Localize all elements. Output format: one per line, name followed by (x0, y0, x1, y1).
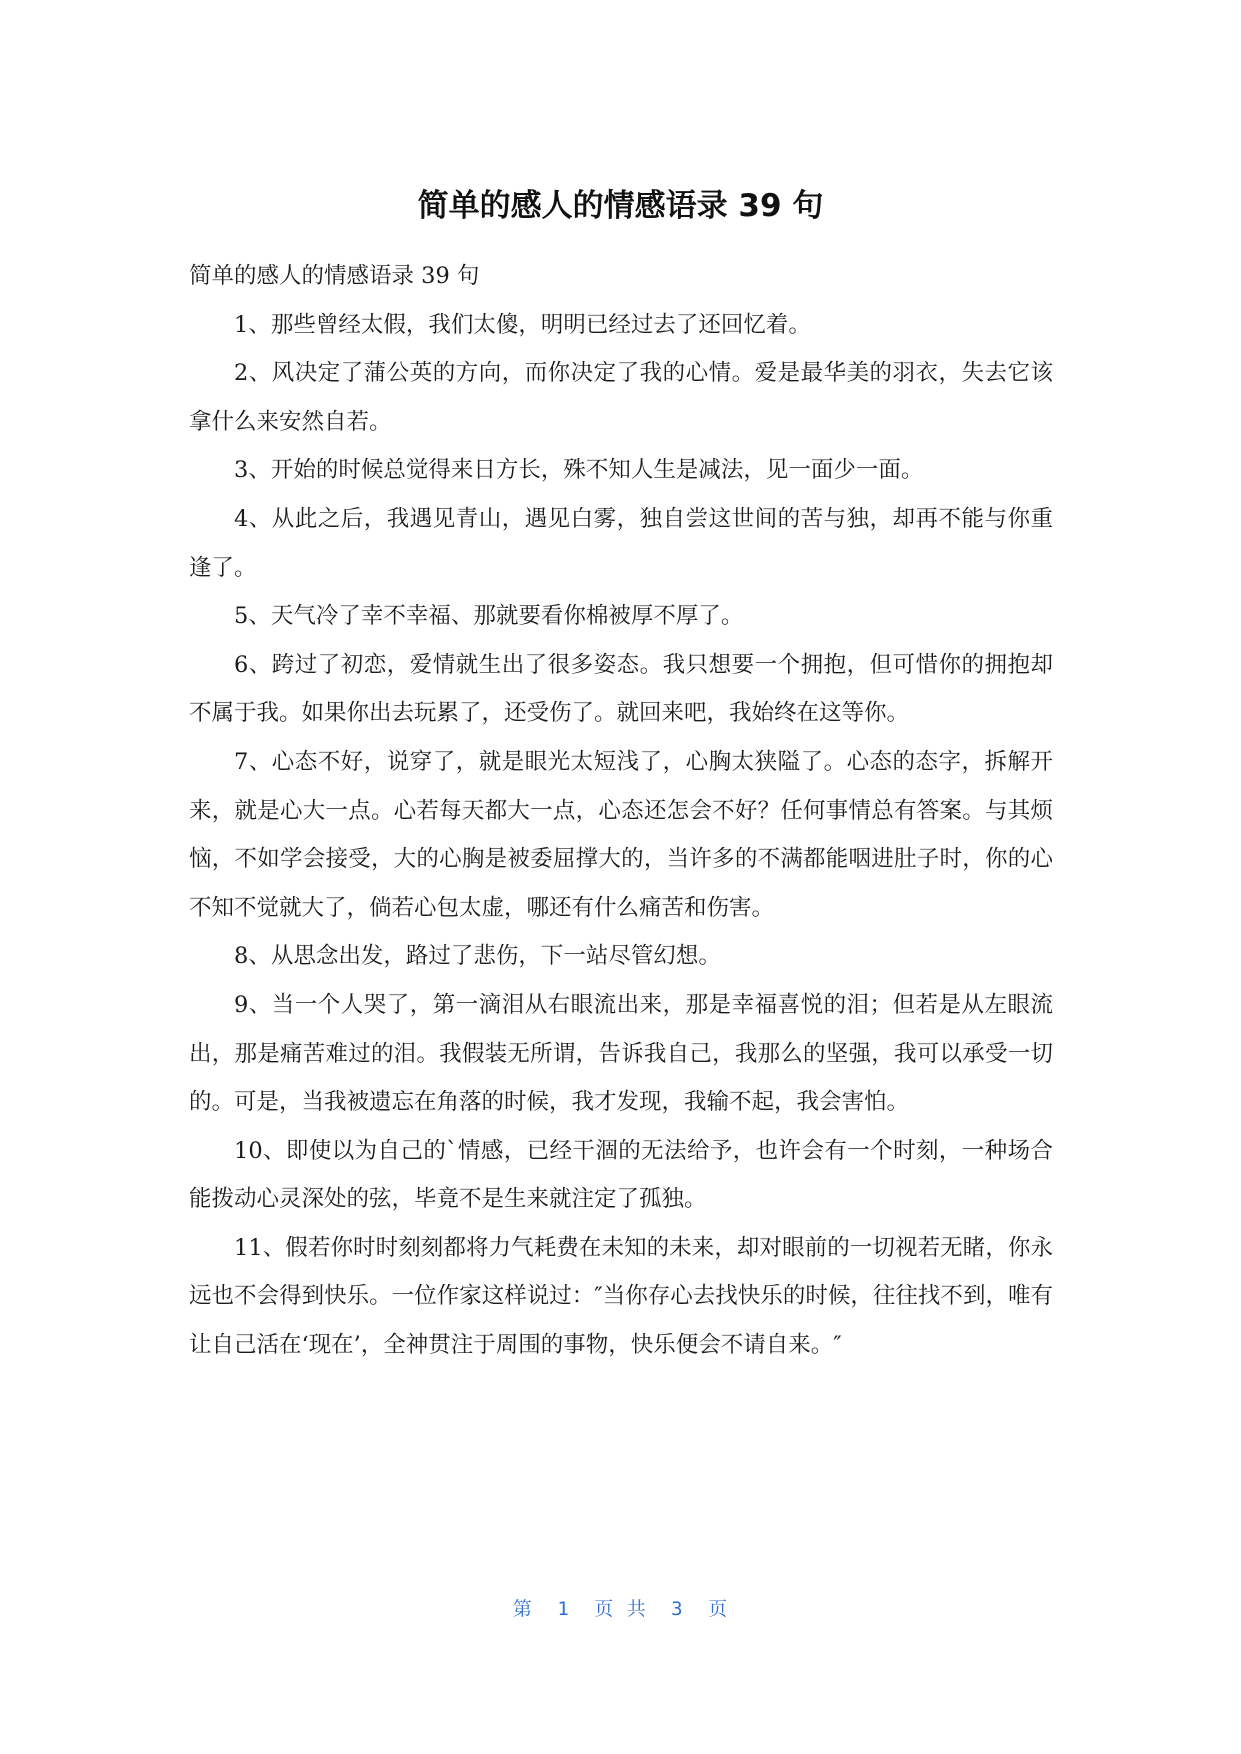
paragraph-1: 1、那些曾经太假，我们太傻，明明已经过去了还回忆着。 (234, 311, 811, 338)
paragraph-7: 7、心态不好，说穿了，就是眼光太短浅了，心胸太狭隘了。心态的态字，拆解开来，就是心大一点。心若每天都大一点，心态还怎会不好？任何事情总有答案。与其烦恼，不如学会接受，大的心胸是被委屈撑大的，当许多的不满都能咽进肚子时，你的心不知不觉就大了，倘若心包太虚，哪还有什么痛苦和伤害。 (189, 748, 1053, 921)
paragraph-8: 8、从思念出发，路过了悲伤，下一站尽管幻想。 (234, 943, 721, 970)
document-title: 简单的感人的情感语录 39 句 (417, 188, 824, 224)
paragraph-5: 5、天气冷了幸不幸福、那就要看你棉被厚不厚了。 (234, 603, 744, 630)
paragraph-9: 9、当一个人哭了，第一滴泪从右眼流出来，那是幸福喜悦的泪；但若是从左眼流出，那是痛苦难过的泪。我假装无所谓，告诉我自己，我那么的坚强，我可以承受一切的。可是，当我被遗忘在角落的时候，我才发现，我输不起，我会害怕。 (189, 991, 1053, 1116)
footer-suffix: 页 (708, 1598, 729, 1620)
document-subtitle: 简单的感人的情感语录 39 句 (189, 263, 480, 289)
footer-middle: 页 共 (594, 1598, 647, 1620)
paragraph-2: 2、风决定了蒲公英的方向，而你决定了我的心情。爱是最华美的羽衣，失去它该拿什么来安然自若。 (189, 360, 1053, 435)
paragraph-10: 10、即使以为自己的`情感，已经干涸的无法给予，也许会有一个时刻，一种场合能拨动心灵深处的弦，毕竟不是生来就注定了孤独。 (189, 1137, 1053, 1213)
paragraph-3: 3、开始的时候总觉得来日方长，殊不知人生是减法，见一面少一面。 (234, 457, 924, 484)
footer-total-pages: 3 (671, 1598, 684, 1620)
footer-prefix: 第 (512, 1598, 533, 1620)
page-footer (0, 1594, 1241, 1621)
document-body (189, 252, 1053, 1370)
paragraph-11: 11、假若你时时刻刻都将力气耗费在未知的未来，却对眼前的一切视若无睹，你永远也不会得到快乐。一位作家这样说过：″当你存心去找快乐的时候，往往找不到，唯有让自己活在‘现在’，全神贯注于周围的事物，快乐便会不请自来。″ (189, 1234, 1053, 1359)
paragraph-6: 6、跨过了初恋，爱情就生出了很多姿态。我只想要一个拥抱，但可惜你的拥抱却不属于我。如果你出去玩累了，还受伤了。就回来吧，我始终在这等你。 (189, 651, 1053, 727)
footer-current-page: 1 (557, 1598, 570, 1620)
paragraph-4: 4、从此之后，我遇见青山，遇见白雾，独自尝这世间的苦与独，却再不能与你重逢了。 (189, 505, 1053, 581)
